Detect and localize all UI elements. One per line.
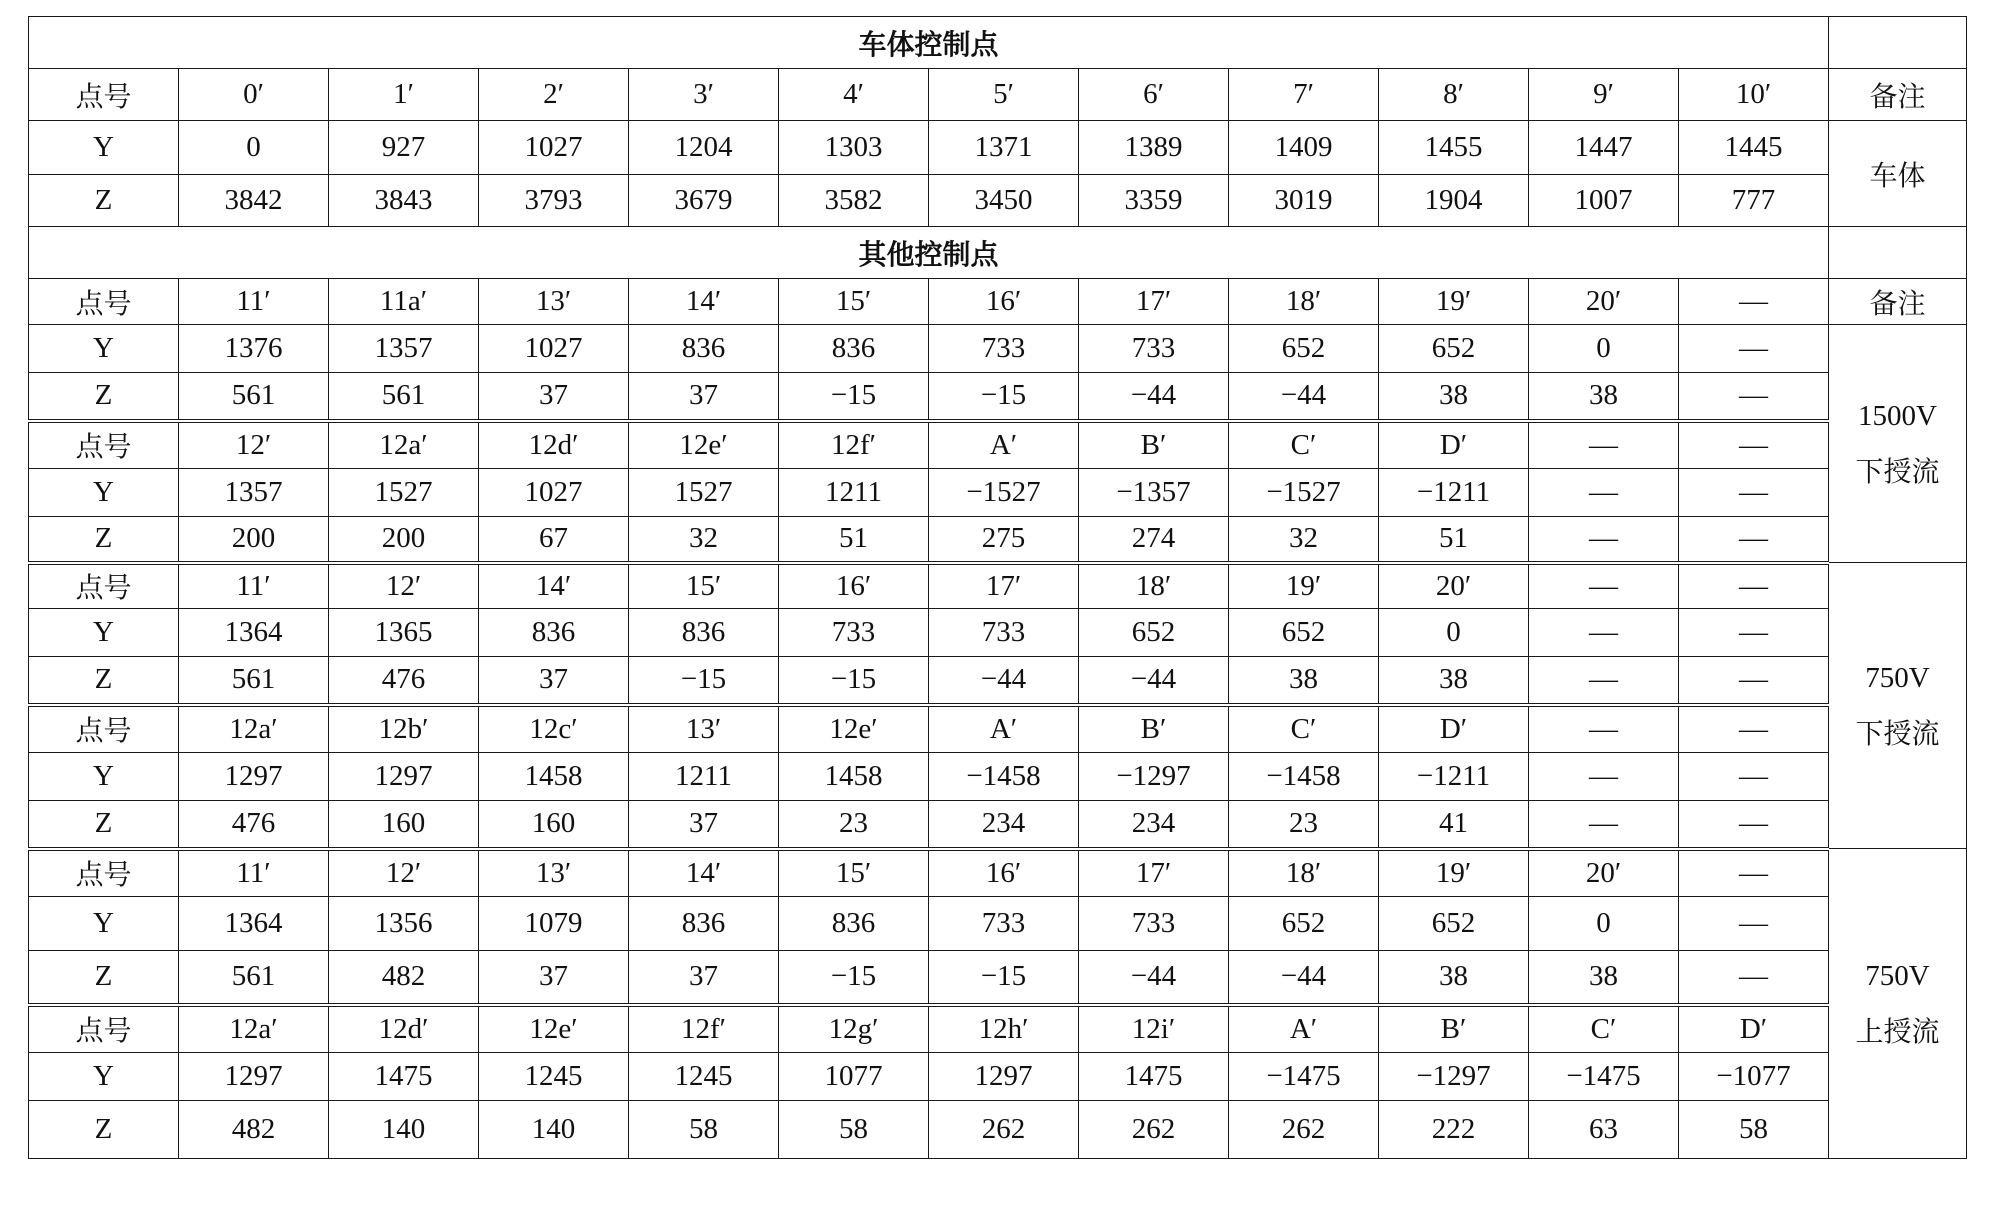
table-cell: 14′ [629, 279, 779, 325]
table-cell: 0 [1529, 325, 1679, 373]
table-cell: A′ [929, 421, 1079, 469]
table-row [29, 469, 1967, 517]
table-cell: 476 [179, 801, 329, 849]
table-cell: 1297 [179, 1053, 329, 1101]
table-cell: 13′ [479, 849, 629, 897]
table-cell: 58 [629, 1101, 779, 1159]
table-cell: 3019 [1229, 175, 1379, 227]
table-cell: B′ [1379, 1005, 1529, 1053]
table-cell: 1364 [179, 897, 329, 951]
table-row [29, 121, 1967, 175]
table-cell: 160 [479, 801, 629, 849]
table-cell: 38 [1379, 951, 1529, 1005]
table-row [29, 705, 1967, 753]
table-cell: 18′ [1079, 563, 1229, 609]
table-cell: 733 [929, 325, 1079, 373]
table-cell: — [1529, 421, 1679, 469]
table-row [29, 801, 1967, 849]
table-cell: — [1679, 849, 1829, 897]
table-cell: — [1679, 609, 1829, 657]
table-cell: 1445 [1679, 121, 1829, 175]
table-cell: −44 [1079, 657, 1229, 705]
table-cell: 1297 [929, 1053, 1079, 1101]
table-cell: 262 [1079, 1101, 1229, 1159]
table-row [29, 373, 1967, 421]
row-label: 点号 [29, 279, 179, 325]
table-cell: 37 [629, 373, 779, 421]
table-cell: 18′ [1229, 279, 1379, 325]
table-cell: 12a′ [179, 705, 329, 753]
table-cell: 11′ [179, 563, 329, 609]
table-cell: 12g′ [779, 1005, 929, 1053]
table-row [29, 279, 1967, 325]
table-row [29, 1101, 1967, 1159]
table-row [29, 951, 1967, 1005]
table-cell: 12c′ [479, 705, 629, 753]
table-cell: — [1679, 563, 1829, 609]
table-cell: 1079 [479, 897, 629, 951]
table-cell: 3359 [1079, 175, 1229, 227]
table-cell: 7′ [1229, 69, 1379, 121]
table-cell: 777 [1679, 175, 1829, 227]
table-cell: — [1679, 325, 1829, 373]
table-cell: 15′ [779, 279, 929, 325]
table-cell: — [1679, 421, 1829, 469]
row-label: Y [29, 469, 179, 517]
table-cell: −44 [929, 657, 1079, 705]
table-cell: 836 [629, 897, 779, 951]
table-cell: — [1679, 705, 1829, 753]
table-cell: 1204 [629, 121, 779, 175]
table-cell: — [1529, 469, 1679, 517]
row-label: 点号 [29, 1005, 179, 1053]
table-cell: 12e′ [479, 1005, 629, 1053]
table-cell: 652 [1229, 609, 1379, 657]
table-row [29, 897, 1967, 951]
table-cell: 733 [779, 609, 929, 657]
remark-voltage: 750V [1865, 661, 1930, 694]
table-row [29, 753, 1967, 801]
table-cell: 12d′ [329, 1005, 479, 1053]
table-cell: — [1679, 951, 1829, 1005]
table-cell: 38 [1379, 657, 1529, 705]
table-cell: — [1529, 517, 1679, 563]
table-row [29, 1005, 1967, 1053]
table-cell: 1364 [179, 609, 329, 657]
table-cell: 1027 [479, 121, 629, 175]
table-cell: 1376 [179, 325, 329, 373]
table-cell: 652 [1379, 897, 1529, 951]
table-cell: 8′ [1379, 69, 1529, 121]
table-cell: 51 [779, 517, 929, 563]
table-cell: −1357 [1079, 469, 1229, 517]
table-cell: 17′ [929, 563, 1079, 609]
table-cell: 5′ [929, 69, 1079, 121]
section-title-row [29, 227, 1967, 279]
table-cell: 160 [329, 801, 479, 849]
row-label: Y [29, 121, 179, 175]
table-cell: 11′ [179, 279, 329, 325]
table-cell: −1475 [1229, 1053, 1379, 1101]
table-cell: 561 [179, 373, 329, 421]
table-cell: — [1529, 609, 1679, 657]
table-row [29, 175, 1967, 227]
table-cell: 927 [329, 121, 479, 175]
row-label: Z [29, 657, 179, 705]
table-cell: 67 [479, 517, 629, 563]
table-cell: 1297 [179, 753, 329, 801]
table-cell: −1297 [1079, 753, 1229, 801]
table-cell: — [1679, 373, 1829, 421]
table-cell: 1475 [1079, 1053, 1229, 1101]
table-cell: 4′ [779, 69, 929, 121]
remark-group [1829, 325, 1967, 563]
table-row [29, 517, 1967, 563]
row-label: 点号 [29, 849, 179, 897]
remark-header: 备注 [1829, 69, 1967, 121]
table-cell: 733 [929, 609, 1079, 657]
table-cell: 0 [1529, 897, 1679, 951]
table-cell: 12h′ [929, 1005, 1079, 1053]
table-cell: — [1529, 657, 1679, 705]
table-cell: 58 [779, 1101, 929, 1159]
table-cell: 733 [929, 897, 1079, 951]
table-cell: −44 [1079, 373, 1229, 421]
table-cell: 12′ [329, 563, 479, 609]
table-cell: 20′ [1379, 563, 1529, 609]
table-cell: C′ [1529, 1005, 1679, 1053]
table-cell: D′ [1379, 705, 1529, 753]
row-label: Z [29, 373, 179, 421]
table-cell: 14′ [629, 849, 779, 897]
table-cell: — [1529, 801, 1679, 849]
remark-collection-type: 下授流 [1855, 716, 1940, 750]
table-cell: 262 [929, 1101, 1079, 1159]
table-cell: 1455 [1379, 121, 1529, 175]
table-cell: 561 [179, 951, 329, 1005]
row-label: 点号 [29, 705, 179, 753]
table-cell: 1′ [329, 69, 479, 121]
table-cell: −1297 [1379, 1053, 1529, 1101]
table-cell: 37 [629, 951, 779, 1005]
table-cell: −15 [779, 373, 929, 421]
table-cell: 37 [629, 801, 779, 849]
section-title-other: 其他控制点 [29, 227, 1829, 279]
table-cell: 1371 [929, 121, 1079, 175]
table-cell: 1211 [629, 753, 779, 801]
table-cell: 17′ [1079, 279, 1229, 325]
table-cell: 234 [1079, 801, 1229, 849]
table-cell: −1077 [1679, 1053, 1829, 1101]
table-cell: 17′ [1079, 849, 1229, 897]
table-cell: 38 [1229, 657, 1379, 705]
table-cell: 1077 [779, 1053, 929, 1101]
table-cell: 652 [1079, 609, 1229, 657]
table-cell: B′ [1079, 705, 1229, 753]
table-cell: 12a′ [179, 1005, 329, 1053]
table-cell: 12e′ [629, 421, 779, 469]
row-label: 点号 [29, 69, 179, 121]
table-cell: 12f′ [779, 421, 929, 469]
table-cell: 652 [1229, 897, 1379, 951]
table-cell: −1527 [929, 469, 1079, 517]
table-cell: 23 [779, 801, 929, 849]
table-cell: — [1529, 563, 1679, 609]
table-cell: 3843 [329, 175, 479, 227]
row-label: Z [29, 801, 179, 849]
table-cell: 0 [1379, 609, 1529, 657]
table-cell: 16′ [929, 849, 1079, 897]
table-cell: 19′ [1229, 563, 1379, 609]
table-cell: 1245 [479, 1053, 629, 1101]
table-cell: −15 [929, 951, 1079, 1005]
table-cell: 37 [479, 951, 629, 1005]
table-cell: — [1529, 753, 1679, 801]
table-cell: 14′ [479, 563, 629, 609]
table-cell: 1357 [329, 325, 479, 373]
table-cell: 1458 [479, 753, 629, 801]
row-label: Z [29, 951, 179, 1005]
remark-collection-type: 上授流 [1855, 1014, 1940, 1048]
table-cell: 16′ [779, 563, 929, 609]
table-cell: 23 [1229, 801, 1379, 849]
table-cell: 200 [179, 517, 329, 563]
table-cell: 1447 [1529, 121, 1679, 175]
control-point-table [28, 16, 1967, 1159]
table-cell: −1458 [929, 753, 1079, 801]
table-cell: 200 [329, 517, 479, 563]
table-cell: — [1529, 705, 1679, 753]
section-title-car-body: 车体控制点 [29, 17, 1829, 69]
table-cell: 38 [1529, 373, 1679, 421]
table-cell: 0′ [179, 69, 329, 121]
table-cell: −1211 [1379, 469, 1529, 517]
table-cell: 1458 [779, 753, 929, 801]
table-cell: 1409 [1229, 121, 1379, 175]
blank-cell [1829, 17, 1967, 69]
table-cell: 20′ [1529, 279, 1679, 325]
table-cell: 140 [329, 1101, 479, 1159]
table-cell: 482 [329, 951, 479, 1005]
table-row [29, 609, 1967, 657]
table-cell: −15 [779, 951, 929, 1005]
table-cell: 1245 [629, 1053, 779, 1101]
table-cell: B′ [1079, 421, 1229, 469]
table-cell: A′ [1229, 1005, 1379, 1053]
table-cell: — [1679, 753, 1829, 801]
table-cell: 15′ [779, 849, 929, 897]
table-row [29, 69, 1967, 121]
table-cell: 3450 [929, 175, 1079, 227]
table-cell: −1458 [1229, 753, 1379, 801]
table-cell: 6′ [1079, 69, 1229, 121]
table-cell: 2′ [479, 69, 629, 121]
table-cell: 0 [179, 121, 329, 175]
table-cell: 12b′ [329, 705, 479, 753]
table-cell: 1027 [479, 469, 629, 517]
table-cell: −15 [779, 657, 929, 705]
table-cell: C′ [1229, 421, 1379, 469]
table-cell: 1297 [329, 753, 479, 801]
table-cell: −15 [929, 373, 1079, 421]
table-cell: 1365 [329, 609, 479, 657]
table-row [29, 421, 1967, 469]
table-cell: 652 [1229, 325, 1379, 373]
table-cell: 41 [1379, 801, 1529, 849]
table-cell: D′ [1679, 1005, 1829, 1053]
table-cell: 12e′ [779, 705, 929, 753]
table-cell: 1356 [329, 897, 479, 951]
table-cell: 1303 [779, 121, 929, 175]
table-cell: 13′ [629, 705, 779, 753]
table-cell: C′ [1229, 705, 1379, 753]
table-cell: 11′ [179, 849, 329, 897]
table-row [29, 657, 1967, 705]
remark-collection-type: 下授流 [1855, 454, 1940, 488]
table-cell: 51 [1379, 517, 1529, 563]
table-cell: 3582 [779, 175, 929, 227]
table-cell: 836 [479, 609, 629, 657]
table-cell: 32 [629, 517, 779, 563]
table-cell: 3842 [179, 175, 329, 227]
table-cell: −44 [1079, 951, 1229, 1005]
table-cell: 15′ [629, 563, 779, 609]
table-cell: 37 [479, 657, 629, 705]
remark-car-body: 车体 [1829, 121, 1967, 227]
row-label: Z [29, 517, 179, 563]
table-cell: 1007 [1529, 175, 1679, 227]
table-cell: — [1679, 517, 1829, 563]
table-cell: 1475 [329, 1053, 479, 1101]
row-label: 点号 [29, 563, 179, 609]
table-cell: D′ [1379, 421, 1529, 469]
table-cell: 1357 [179, 469, 329, 517]
row-label: Y [29, 609, 179, 657]
table-cell: 1904 [1379, 175, 1529, 227]
table-cell: 18′ [1229, 849, 1379, 897]
remark-group [1829, 563, 1967, 849]
table-cell: 1027 [479, 325, 629, 373]
table-cell: 274 [1079, 517, 1229, 563]
table-cell: 1389 [1079, 121, 1229, 175]
table-cell: 12a′ [329, 421, 479, 469]
remark-voltage: 750V [1865, 959, 1930, 992]
row-label: Z [29, 175, 179, 227]
row-label: Z [29, 1101, 179, 1159]
table-cell: 1527 [329, 469, 479, 517]
table-cell: 561 [329, 373, 479, 421]
table-cell: 58 [1679, 1101, 1829, 1159]
table-cell: 234 [929, 801, 1079, 849]
remark-group [1829, 849, 1967, 1159]
table-cell: 3793 [479, 175, 629, 227]
table-cell: — [1679, 279, 1829, 325]
table-cell: A′ [929, 705, 1079, 753]
row-label: Y [29, 325, 179, 373]
table-cell: −44 [1229, 373, 1379, 421]
table-cell: — [1679, 897, 1829, 951]
table-cell: −1475 [1529, 1053, 1679, 1101]
table-cell: 38 [1529, 951, 1679, 1005]
remark-voltage: 1500V [1858, 399, 1937, 432]
table-cell: 12f′ [629, 1005, 779, 1053]
table-cell: 38 [1379, 373, 1529, 421]
table-cell: 3′ [629, 69, 779, 121]
table-cell: 1211 [779, 469, 929, 517]
table-cell: — [1679, 657, 1829, 705]
table-cell: 1527 [629, 469, 779, 517]
table-row [29, 563, 1967, 609]
table-cell: 140 [479, 1101, 629, 1159]
table-cell: 275 [929, 517, 1079, 563]
table-cell: 12i′ [1079, 1005, 1229, 1053]
table-cell: 12′ [179, 421, 329, 469]
table-cell: −44 [1229, 951, 1379, 1005]
section-title-row [29, 17, 1967, 69]
table-row [29, 1053, 1967, 1101]
table-cell: 12d′ [479, 421, 629, 469]
table-cell: 652 [1379, 325, 1529, 373]
table-cell: 733 [1079, 897, 1229, 951]
table-cell: 9′ [1529, 69, 1679, 121]
table-cell: — [1679, 801, 1829, 849]
row-label: Y [29, 753, 179, 801]
table-cell: 12′ [329, 849, 479, 897]
table-cell: 63 [1529, 1101, 1679, 1159]
table-cell: 32 [1229, 517, 1379, 563]
blank-cell [1829, 227, 1967, 279]
table-cell: 836 [779, 897, 929, 951]
table-cell: −15 [629, 657, 779, 705]
table-row [29, 325, 1967, 373]
table-cell: 482 [179, 1101, 329, 1159]
table-cell: — [1679, 469, 1829, 517]
table-cell: 836 [779, 325, 929, 373]
table-cell: −1211 [1379, 753, 1529, 801]
table-cell: 222 [1379, 1101, 1529, 1159]
table-cell: −1527 [1229, 469, 1379, 517]
table-cell: 836 [629, 609, 779, 657]
row-label: 点号 [29, 421, 179, 469]
table-cell: 10′ [1679, 69, 1829, 121]
table-cell: 733 [1079, 325, 1229, 373]
table-cell: 561 [179, 657, 329, 705]
table-cell: 19′ [1379, 849, 1529, 897]
table-cell: 13′ [479, 279, 629, 325]
table-cell: 3679 [629, 175, 779, 227]
table-cell: 11a′ [329, 279, 479, 325]
remark-header: 备注 [1829, 279, 1967, 325]
table-cell: 262 [1229, 1101, 1379, 1159]
table-cell: 476 [329, 657, 479, 705]
row-label: Y [29, 897, 179, 951]
table-cell: 16′ [929, 279, 1079, 325]
table-cell: 37 [479, 373, 629, 421]
table-cell: 20′ [1529, 849, 1679, 897]
row-label: Y [29, 1053, 179, 1101]
table-cell: 836 [629, 325, 779, 373]
table-row [29, 849, 1967, 897]
table-cell: 19′ [1379, 279, 1529, 325]
